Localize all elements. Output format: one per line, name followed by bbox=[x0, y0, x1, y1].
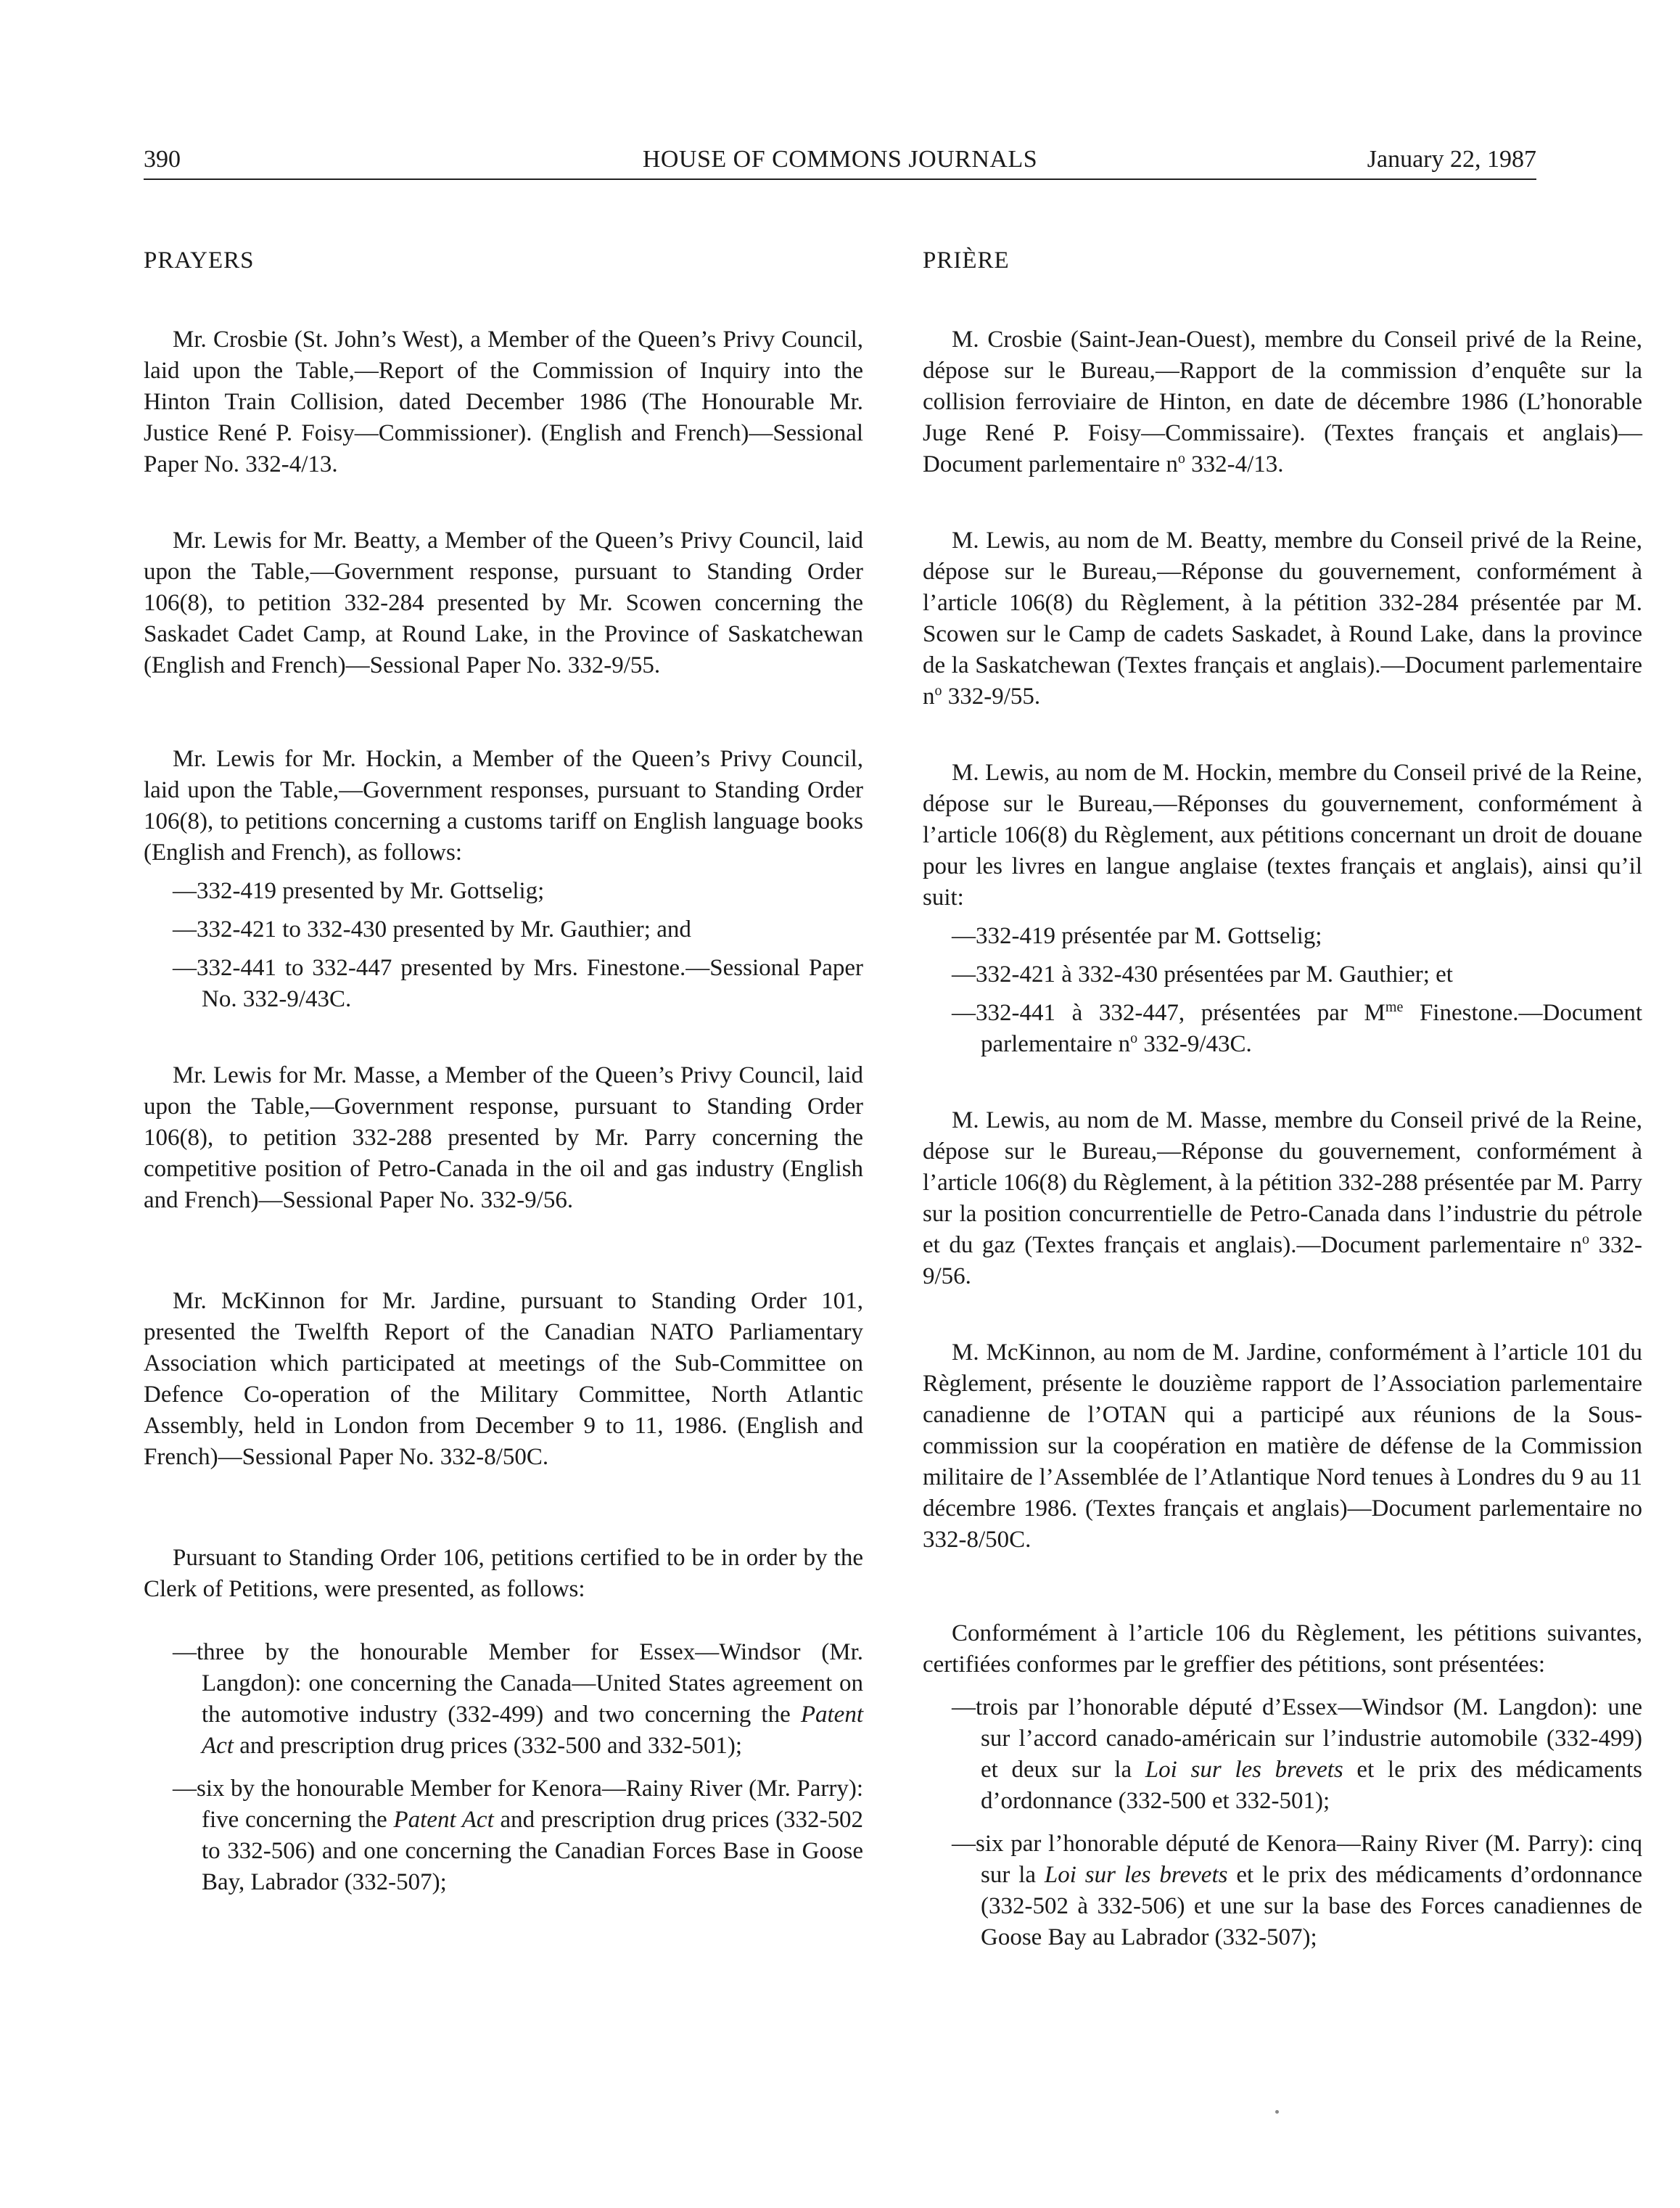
paragraph-beatty-fr bbox=[923, 525, 1642, 713]
running-head bbox=[144, 144, 1536, 176]
item-text: Finestone.—Document parlementaire n bbox=[981, 1000, 1642, 1057]
superscript: o bbox=[1581, 1231, 1589, 1247]
paragraph-masse: Mr. Lewis for Mr. Masse, a Member of the Queen’s Privy Council, laid upon the Table,—Government response, pursuant to Standing Order 106(8), to petition 332-288 presented by Mr. Parry concerning the competitive position of Petro-Canada in the oil and gas industry (English and French)—Sessional Paper No. 332-9/56. bbox=[144, 1062, 863, 1213]
item-italic: Loi sur les brevets bbox=[1044, 1862, 1228, 1888]
paragraph-beatty: Mr. Lewis for Mr. Beatty, a Member of the Queen’s Privy Council, laid upon the Table,—Government response, pursuant to Standing Order 106(8), to petition 332-284 presented by Mr. Scowen concerning the Saskadet Cadet Camp, at Round Lake, in the Province of Saskatchewan (English and French)—Sessional Paper No. 332-9/55. bbox=[144, 528, 863, 678]
item-text: —six par l’honorable député de Kenora—Rainy River (M. Parry): cinq sur la bbox=[952, 1831, 1642, 1888]
paragraph-crosbie: Mr. Crosbie (St. John’s West), a Member of the Queen’s Privy Council, laid upon the Table,—Report of the Commission of Inquiry into the Hinton Train Collision, dated December 1986 (The Honourable Mr. Justice René P. Foisy—Commissioner). (English and French)—Sessional Paper No. 332-4/13. bbox=[144, 327, 863, 477]
item-italic: Patent Act bbox=[393, 1807, 494, 1833]
list-item: —332-421 to 332-430 presented by Mr. Gauthier; and bbox=[173, 916, 691, 943]
paragraph-petitions: Pursuant to Standing Order 106, petitions certified to be in order by the Clerk of Petitions, were presented, as follows: bbox=[144, 1545, 863, 1602]
para-text: 332-9/55. bbox=[942, 684, 1041, 710]
para-text: 332-9/56. bbox=[923, 1232, 1642, 1289]
stray-mark bbox=[1275, 2110, 1279, 2114]
para-text: M. Lewis, au nom de M. Beatty, membre du Conseil privé de la Reine, dépose sur le Bureau,—Réponse du gouvernement, conformément à l’article 106(8) du Règlement, à la pétition 332-284 présentée par M. Scowen sur le Camp de cadets Saskadet, à Round Lake, dans la province de la Saskatchewan (Textes français et anglais).—Document parlementaire n bbox=[923, 528, 1642, 710]
paragraph-hockin-fr: M. Lewis, au nom de M. Hockin, membre du Conseil privé de la Reine, dépose sur le Bureau,—Réponses du gouvernement, conformément à l’article 106(8) du Règlement, aux pétitions concernant un droit de douane pour les livres en langue anglaise (textes français et anglais), ainsi qu’il suit: bbox=[923, 760, 1642, 911]
item-text: et le prix des médicaments d’ordonnance (332-502 à 332-506) et une sur la base des Forces canadiennes de Goose Bay au Labrador (332-507); bbox=[981, 1862, 1643, 1950]
journal-title: HOUSE OF COMMONS JOURNALS bbox=[642, 146, 1038, 173]
header-rule bbox=[144, 178, 1536, 180]
paragraph-mckinnon: Mr. McKinnon for Mr. Jardine, pursuant to Standing Order 101, presented the Twelfth Report of the Canadian NATO Parliamentary Association which participated at meetings of the Sub-Committee on Defence Co-operation of the Military Committee, North Atlantic Assembly, held in London from December 9 to 11, 1986. (English and French)—Sessional Paper No. 332-8/50C. bbox=[144, 1288, 863, 1470]
english-column bbox=[144, 245, 863, 1898]
item-text: and prescription drug prices (332-502 to 332-506) and one concerning the Canadian Forces Base in Goose Bay, Labrador (332-507); bbox=[202, 1807, 863, 1895]
superscript: o bbox=[934, 683, 942, 699]
item-text: —six by the honourable Member for Kenora—Rainy River (Mr. Parry): five concerning the bbox=[173, 1776, 863, 1833]
item-text: 332-9/43C. bbox=[1137, 1031, 1252, 1057]
item-text: and prescription drug prices (332-500 and 332-501); bbox=[233, 1733, 743, 1759]
list-item bbox=[173, 1637, 863, 1762]
superscript: me bbox=[1385, 999, 1404, 1015]
para-text: M. Crosbie (Saint-Jean-Ouest), membre du Conseil privé de la Reine, dépose sur le Bureau,—Rapport de la commission d’enquête sur la collision ferroviaire de Hinton, en date de décembre 1986 (L’honorable Juge René P. Foisy—Commissaire). (Textes français et anglais)—Document parlementaire n bbox=[923, 327, 1642, 477]
paragraph-mckinnon-fr: M. McKinnon, au nom de M. Jardine, conformément à l’article 101 du Règlement, présente le douzième rapport de l’Association parlementaire canadienne de l’OTAN qui a participé aux réunions de la Sous-commission sur la coopération en matière de défense de la Commission militaire de l’Assemblée de l’Atlantique Nord tenues à Londres du 9 au 11 décembre 1986. (Textes français et anglais)—Document parlementaire no 332-8/50C. bbox=[923, 1339, 1642, 1553]
paragraph-crosbie-fr bbox=[923, 324, 1642, 480]
french-column bbox=[923, 245, 1642, 1953]
superscript: o bbox=[1177, 451, 1185, 467]
section-heading-priere: PRIÈRE bbox=[923, 247, 1010, 274]
list-item bbox=[952, 1829, 1642, 1953]
list-item: —332-419 presented by Mr. Gottselig; bbox=[173, 878, 545, 904]
list-item: —332-421 à 332-430 présentées par M. Gauthier; et bbox=[952, 961, 1453, 988]
section-heading-prayers: PRAYERS bbox=[144, 247, 255, 274]
para-text: 332-4/13. bbox=[1185, 451, 1284, 477]
list-item bbox=[952, 998, 1642, 1060]
page-number: 390 bbox=[144, 146, 181, 173]
list-item: —332-419 présentée par M. Gottselig; bbox=[952, 923, 1322, 949]
item-text: et le prix des médicaments d’ordonnance (332-500 et 332-501); bbox=[981, 1757, 1642, 1814]
paragraph-hockin: Mr. Lewis for Mr. Hockin, a Member of the Queen’s Privy Council, laid upon the Table,—Government responses, pursuant to Standing Order 106(8), to petitions concerning a customs tariff on English language books (English and French), as follows: bbox=[144, 746, 863, 866]
item-italic: Loi sur les brevets bbox=[1145, 1757, 1343, 1783]
paragraph-masse-fr bbox=[923, 1105, 1642, 1292]
item-text: —332-441 à 332-447, présentées par M bbox=[952, 1000, 1385, 1026]
para-text: M. Lewis, au nom de M. Masse, membre du Conseil privé de la Reine, dépose sur le Bureau,—Réponse du gouvernement, conformément à l’article 106(8) du Règlement, à la pétition 332-288 présentée par M. Parry sur la position concurrentielle de Petro-Canada dans l’industrie du pétrole et du gaz (Textes français et anglais).—Document parlementaire n bbox=[923, 1107, 1642, 1258]
item-italic: Patent Act bbox=[202, 1702, 863, 1759]
paragraph-petitions-fr: Conformément à l’article 106 du Règlement, les pétitions suivantes, certifiées conformes par le greffier des pétitions, sont présentées: bbox=[923, 1620, 1642, 1678]
journal-date: January 22, 1987 bbox=[1367, 146, 1536, 173]
list-item: —332-441 to 332-447 presented by Mrs. Finestone.—Sessional Paper No. 332-9/43C. bbox=[173, 955, 863, 1012]
superscript: o bbox=[1130, 1030, 1138, 1046]
item-text: —trois par l’honorable député d’Essex—Windsor (M. Langdon): une sur l’accord canado-américain sur l’industrie automobile (332-499) et deux sur la bbox=[952, 1694, 1642, 1783]
list-item bbox=[952, 1692, 1642, 1817]
list-item bbox=[173, 1773, 863, 1898]
item-text: —three by the honourable Member for Essex—Windsor (Mr. Langdon): one concerning the Canada—United States agreement on the automotive industry (332-499) and two concerning the bbox=[173, 1639, 863, 1728]
